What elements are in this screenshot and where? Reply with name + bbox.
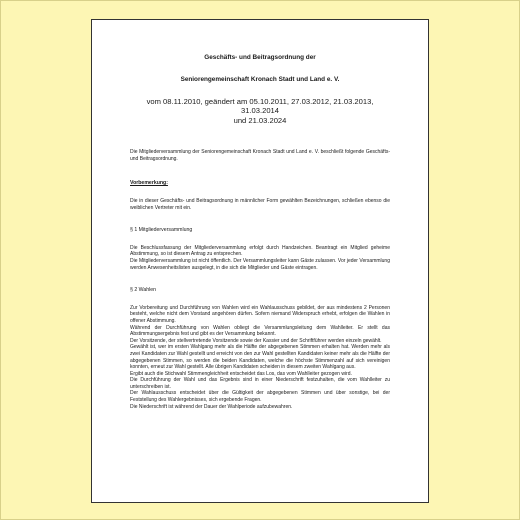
dates-line1: vom 08.11.2010, geändert am 05.10.2011, 27.03.2012, 21.03.2013, 31.03.2014 bbox=[146, 97, 374, 116]
document-title-line1: Geschäfts- und Beitragsordnung der bbox=[204, 54, 316, 61]
dates-line2: und 21.03.2024 bbox=[233, 115, 287, 125]
section2-line: Die Durchführung der Wahl und das Ergebnis sind in einer Niederschrift festzuhalten, die vom Wahlleiter zu unterschreiben ist. bbox=[130, 377, 390, 390]
section2-heading: § 2 Wahlen bbox=[130, 287, 157, 294]
section2-line: Ergibt auch die Stichwahl Stimmengleichheit entscheidet das Los, das vom Wahlleiter gezogen wird. bbox=[130, 370, 352, 377]
section2-line: Während der Durchführung von Wahlen obliegt die Versammlungsleitung dem Wahlleiter. Er stellt das Abstimmungsergebnis fest und gibt es der Versammlung bekannt. bbox=[130, 324, 390, 338]
section2-line: Der Vorsitzende, der stellvertretende Vorsitzende sowie der Kassier und der Schriftführer werden einzeln gewählt. bbox=[130, 337, 382, 344]
section1-heading: § 1 Mitgliederversammlung bbox=[130, 227, 193, 234]
section2-body bbox=[130, 305, 390, 411]
section2-line: Gewählt ist, wer im ersten Wahlgang mehr als die Hälfte der abgegebenen Stimmen erhalten hat. Werden mehr als zwei Kandidaten zur Wahl gestellt und erreicht von den zur Wahl gestellten Kandidaten keiner mehr als die Hälfte der abgegebenen Stimmen, so werden die beiden Kandidaten, welche die höchste Stimmenzahl auf sich vereinigen konnten, erneut zur Wahl gestellt. Alle übrigen Kandidaten scheiden in diesem zweiten Wahlgang aus. bbox=[130, 344, 390, 371]
section1-paragraph2: Die Mitgliederversammlung ist nicht öffentlich. Der Versammlungsleiter kann Gäste zulassen. Vor jeder Versammlung werden Anwesenheitslisten ausgelegt, in die sich die Mitglieder und Gäste eintragen. bbox=[130, 257, 390, 271]
vorbemerkung-text: Die in dieser Geschäfts- und Beitragsordnung in männlicher Form gewählten Bezeichnungen, schließen ebenso die weiblichen Vertreter mit ein. bbox=[130, 198, 390, 211]
document-page bbox=[91, 19, 429, 503]
vorbemerkung-heading: Vorbemerkung: bbox=[130, 180, 168, 187]
section2-line: Die Niederschrift ist während der Dauer der Wahlperiode aufzubewahren. bbox=[130, 403, 293, 410]
document-dates bbox=[130, 97, 390, 125]
intro-paragraph: Die Mitgliederversammlung der Seniorengemeinschaft Kronach Stadt und Land e. V. beschließt folgende Geschäfts- und Beitragsordnung. bbox=[130, 149, 390, 162]
section1-paragraph1: Die Beschlussfassung der Mitgliederversammlung erfolgt durch Handzeichen. Beantragt ein Mitglied geheime Abstimmung, so ist diesem Antrag zu entsprechen. bbox=[130, 244, 390, 258]
section2-line: Der Wahlausschuss entscheidet über die Gültigkeit der abgegebenen Stimmen und über sonstige, bei der Feststellung des Wahlergebnisses, sich ergebende Fragen. bbox=[130, 390, 390, 404]
document-title-line2: Seniorengemeinschaft Kronach Stadt und Land e. V. bbox=[180, 76, 340, 83]
section2-line: Zur Vorbereitung und Durchführung von Wahlen wird ein Wahlausschuss gebildet, der aus mindestens 2 Personen besteht, welche nicht dem Vorstand angehören dürfen. Sofern niemand Widerspruch erhebt, erfolgen die Wahlen in offener Abstimmung. bbox=[130, 304, 390, 324]
